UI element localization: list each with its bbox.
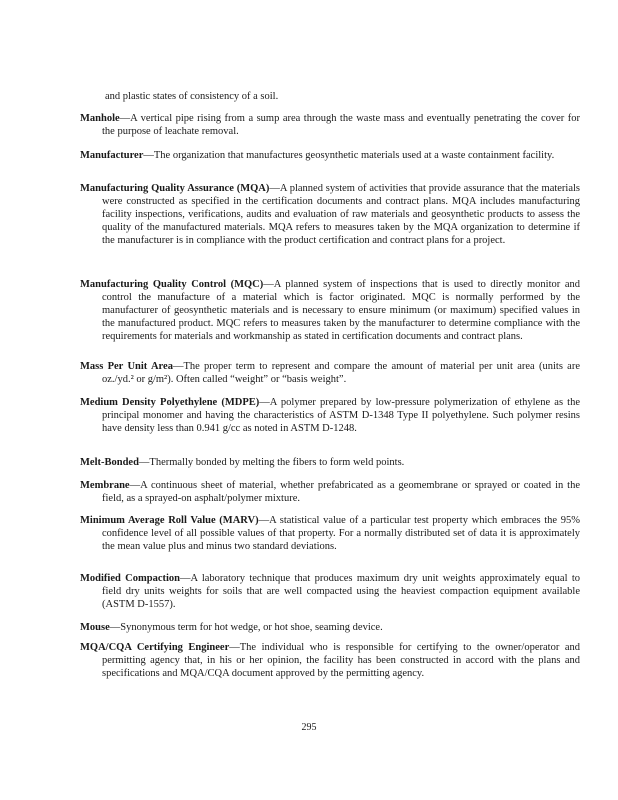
entry-definition: A planned system of activities that provide assurance that the materials were constructed as specified in the certification documents and contract plans. MQA includes manufacturing facility inspections, verifications, audits and evaluation of raw materials and geosynthetic products to assess the quality of the manufactured materials. MQA refers to measures taken by the MQA organization to determine if the manufacturer is in compliance with the product certification and contract plans for a project. <box>102 183 581 246</box>
entry-term: MQA/CQA Certifying Engineer <box>80 642 230 653</box>
glossary-entry-mqa <box>80 182 580 247</box>
entry-separator: — <box>129 480 141 491</box>
entry-definition: A planned system of inspections that is used to directly monitor and control the manufacture of a material which is factor originated. MQC is normally performed by the manufacturer of geosynthetic materials and is necessary to ensure minimum (or maximum) specified values in the manufactured product. MQC refers to measures taken by the manufacturer to determine compliance with the requirements for materials and workmanship as stated in certification documents and contract plans. <box>102 279 580 342</box>
entry-term: Manufacturer <box>80 150 144 161</box>
glossary-entry-mqa-cqa-certifying-engineer <box>80 641 580 680</box>
entry-term: Mass Per Unit Area <box>80 361 173 372</box>
entry-definition: Thermally bonded by melting the fibers to form weld points. <box>149 457 405 468</box>
glossary-entry-membrane <box>80 479 580 505</box>
entry-definition: A laboratory technique that produces maximum dry unit weights approximately equal to field dry units weights for soils that are well compacted using the heaviest compaction equipment available (ASTM D-1557). <box>102 573 580 610</box>
glossary-entry-manhole <box>80 112 580 138</box>
entry-separator: — <box>269 183 280 194</box>
entry-term: Medium Density Polyethylene (MDPE) <box>80 397 260 408</box>
glossary-entry-manufacturer <box>80 149 580 162</box>
entry-separator: — <box>259 397 270 408</box>
entry-separator: — <box>143 150 154 161</box>
entry-term: Membrane <box>80 480 130 491</box>
entry-term: Manufacturing Quality Assurance (MQA) <box>80 183 270 194</box>
entry-term: Mouse <box>80 622 110 633</box>
page-number: 295 <box>301 722 317 733</box>
glossary-entry-modified-compaction <box>80 572 580 611</box>
entry-term: Minimum Average Roll Value (MARV) <box>80 515 259 526</box>
entry-separator: — <box>172 361 184 372</box>
entry-separator: — <box>258 515 270 526</box>
entry-definition: The proper term to represent and compare the amount of material per unit area (units are oz./yd.² or g/m²). Often called “weight” or “basis weight”. <box>102 361 580 385</box>
entry-definition: A polymer prepared by low-pressure polymerization of ethylene as the principal monomer and having the characteristics of ASTM D-1348 Type II polyethylene. Such polymer resins have density less than 0.941 g/cc as noted in ASTM D-1248. <box>102 397 581 434</box>
glossary-entry-mqc <box>80 278 580 343</box>
entry-definition: A statistical value of a particular test property which embraces the 95% confidence level of all possible values of that property. For a normally distributed set of data it is approximately the mean value plus and minus two standard deviations. <box>102 515 580 552</box>
entry-definition: The organization that manufactures geosynthetic materials used at a waste containment facility. <box>153 150 555 161</box>
entry-definition: The individual who is responsible for certifying to the owner/operator and permitting agency that, in his or her opinion, the facility has been constructed in accord with the plans and specifications and MQA/CQA document approved by the permitting agency. <box>102 642 580 679</box>
entry-separator: — <box>263 279 274 290</box>
entry-term: Manhole <box>80 113 120 124</box>
entry-term: Modified Compaction <box>80 573 181 584</box>
glossary-entry-mass-per-unit-area <box>80 360 580 386</box>
entry-definition: Synonymous term for hot wedge, or hot shoe, seaming device. <box>120 622 383 633</box>
entry-definition: A continuous sheet of material, whether prefabricated as a geomembrane or sprayed or coated in the field, as a sprayed-on asphalt/polymer mixture. <box>102 480 580 504</box>
entry-term: Melt-Bonded <box>80 457 139 468</box>
entry-separator: — <box>109 622 121 633</box>
glossary-entry-mdpe <box>80 396 580 435</box>
entry-separator: — <box>229 642 240 653</box>
glossary-entry-melt-bonded <box>80 456 580 469</box>
continuation-text: and plastic states of consistency of a soil. <box>105 91 279 102</box>
entry-term: Manufacturing Quality Control (MQC) <box>80 279 264 290</box>
glossary-entry-mouse <box>80 621 580 634</box>
entry-definition: A vertical pipe rising from a sump area through the waste mass and eventually penetrating the cover for the purpose of leachate removal. <box>102 113 580 137</box>
glossary-entry-marv <box>80 514 580 553</box>
entry-separator: — <box>119 113 131 124</box>
entry-separator: — <box>180 573 191 584</box>
entry-separator: — <box>138 457 150 468</box>
